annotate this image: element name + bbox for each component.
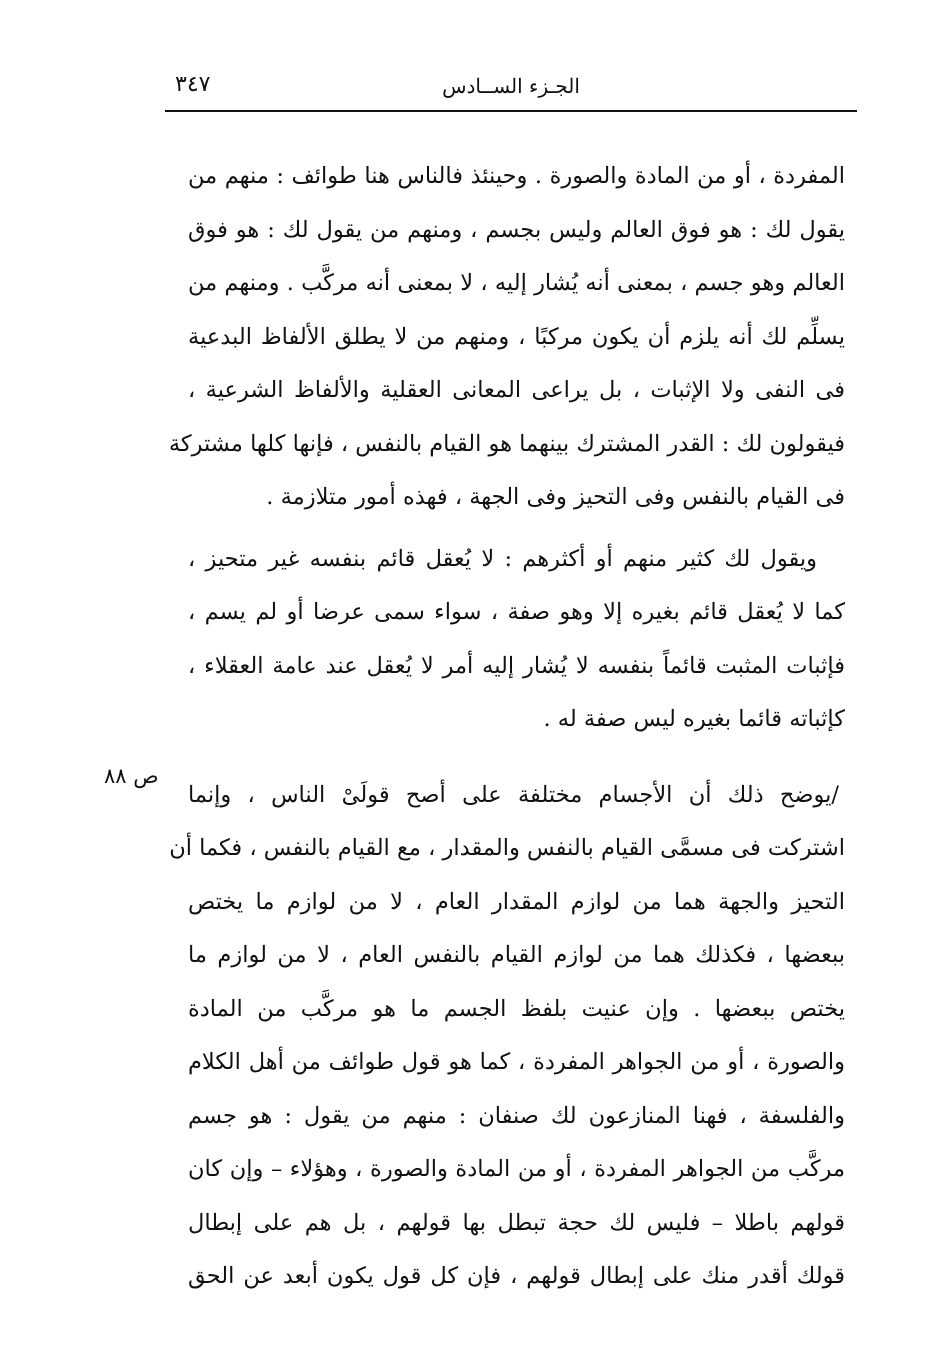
- text-line: /يوضح ذلك أن الأجسام مختلفة على أصح قولَىْ الناس ، وإنما: [188, 781, 839, 808]
- text-line: فإثبات المثبت قائماً بنفسه لا يُشار إليه أمر لا يُعقل عند عامة العقلاء ،: [188, 652, 845, 679]
- body-text: [168, 150, 845, 1304]
- text-line: كما لا يُعقل قائم بغيره إلا وهو صفة ، سواء سمى عرضا أو لم يسم ،: [188, 599, 845, 625]
- text-line: يسلِّم لك أنه يلزم أن يكون مركبًا ، ومنهم من لا يطلق الألفاظ البدعية: [188, 323, 845, 350]
- page-header: [165, 66, 857, 112]
- text-line: فى النفى ولا الإثبات ، بل يراعى المعانى العقلية والألفاظ الشرعية ،: [188, 377, 845, 403]
- text-line: يختص ببعضها . وإن عنيت بلفظ الجسم ما هو مركَّب من المادة: [188, 995, 845, 1022]
- page-number: ٣٤٧: [175, 72, 211, 97]
- paragraph: [169, 769, 845, 1304]
- text-line: فى القيام بالنفس وفى التحيز وفى الجهة ، فهذه أمور متلازمة .: [266, 484, 845, 510]
- text-line: قولهم باطلا – فليس لك حجة تبطل بها قولهم ، بل هم على إبطال: [188, 1209, 845, 1236]
- header-rule: [165, 110, 857, 112]
- paragraph-spacer: [188, 525, 845, 533]
- text-line: كإثباته قائما بغيره ليس صفة له .: [543, 706, 845, 732]
- text-line: التحيز والجهة هما من لوازم المقدار العام ، لا من لوازم ما يختص: [188, 888, 845, 915]
- text-line: ببعضها ، فكذلك هما من لوازم القيام بالنفس العام ، لا من لوازم ما: [188, 942, 845, 968]
- paragraph: [168, 150, 845, 525]
- margin-page-reference: ص ٨٨: [104, 764, 159, 788]
- paragraph-spacer: [188, 747, 845, 769]
- text-line: المفردة ، أو من المادة والصورة . وحينئذ فالناس هنا طوائف : منهم من: [188, 163, 845, 189]
- text-line: والصورة ، أو من الجواهر المفردة ، كما هو قول طوائف من أهل الكلام: [188, 1049, 845, 1075]
- text-line: مركَّب من الجواهر المفردة ، أو من المادة والصورة ، وهؤلاء – وإن كان: [188, 1156, 845, 1182]
- text-line: ويقول لك كثير منهم أو أكثرهم : لا يُعقل قائم بنفسه غير متحيز ،: [188, 545, 817, 572]
- text-line: اشتركت فى مسمَّى القيام بالنفس والمقدار ، مع القيام بالنفس ، فكما أن: [169, 835, 845, 861]
- running-title: الجـزء الســادس: [442, 74, 580, 98]
- text-line: فيقولون لك : القدر المشترك بينهما هو القيام بالنفس ، فإنها كلها مشتركة: [168, 430, 845, 457]
- text-line: العالم وهو جسم ، بمعنى أنه يُشار إليه ، لا بمعنى أنه مركَّب . ومنهم من: [188, 270, 845, 296]
- text-line: قولك أقدر منك على إبطال قولهم ، فإن كل قول يكون أبعد عن الحق: [188, 1263, 845, 1289]
- text-line: يقول لك : هو فوق العالم وليس بجسم ، ومنهم من يقول لك : هو فوق: [188, 216, 845, 243]
- paragraph: [188, 533, 845, 747]
- text-line: والفلسفة ، فهنا المنازعون لك صنفان : منهم من يقول : هو جسم: [188, 1102, 845, 1129]
